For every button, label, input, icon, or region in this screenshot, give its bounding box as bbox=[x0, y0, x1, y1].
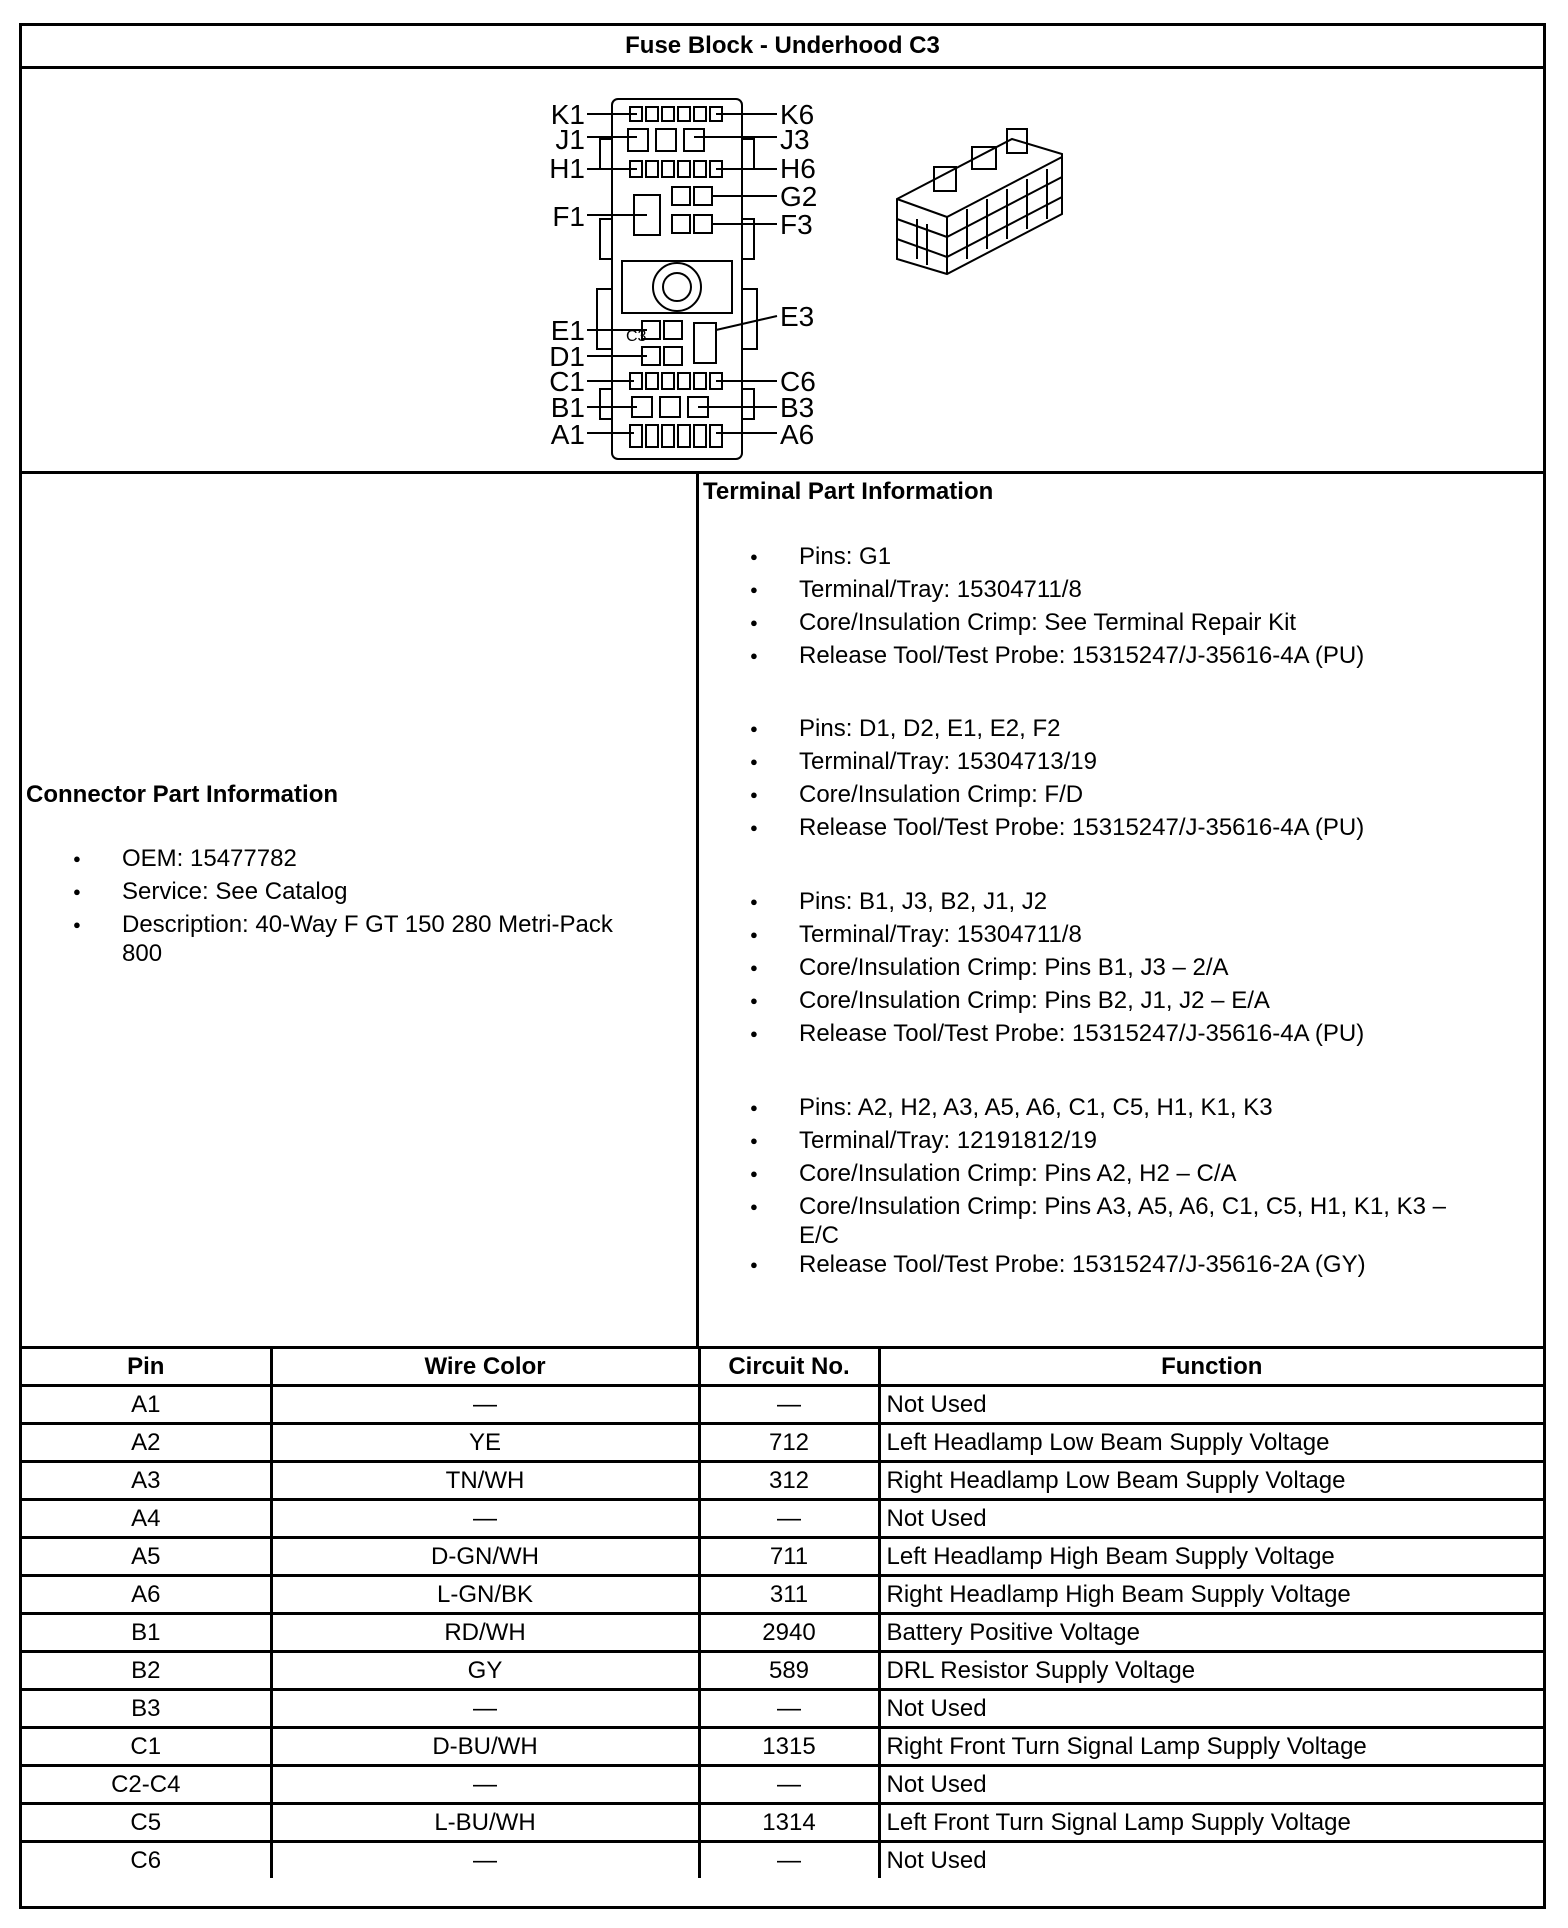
list-item: ● Release Tool/Test Probe: 15315247/J-35616-4A (PU) bbox=[699, 641, 1529, 674]
label-f1: F1 bbox=[552, 201, 585, 232]
cell-pin: B2 bbox=[22, 1652, 271, 1690]
connector-info-list bbox=[22, 844, 699, 968]
table-row bbox=[22, 1386, 1543, 1424]
label-a6: A6 bbox=[780, 419, 815, 450]
table-row bbox=[22, 1500, 1543, 1538]
table-row bbox=[22, 1766, 1543, 1804]
table-row bbox=[22, 1728, 1543, 1766]
terminal-info-heading: Terminal Part Information bbox=[703, 478, 994, 505]
table-row bbox=[22, 1652, 1543, 1690]
cell-function: Right Headlamp High Beam Supply Voltage bbox=[879, 1576, 1543, 1614]
cell-circuit: — bbox=[699, 1842, 879, 1879]
label-g2: G2 bbox=[780, 181, 818, 212]
cell-pin: A5 bbox=[22, 1538, 271, 1576]
cell-pin: C2-C4 bbox=[22, 1766, 271, 1804]
list-item: ● OEM: 15477782 bbox=[22, 844, 699, 877]
label-k1: K1 bbox=[550, 99, 585, 130]
cell-function: Left Headlamp High Beam Supply Voltage bbox=[879, 1538, 1543, 1576]
cell-function: Not Used bbox=[879, 1500, 1543, 1538]
page-title: Fuse Block - Underhood C3 bbox=[22, 26, 1543, 69]
list-item: ● Release Tool/Test Probe: 15315247/J-35616-4A (PU) bbox=[699, 1019, 1529, 1052]
cell-function: DRL Resistor Supply Voltage bbox=[879, 1652, 1543, 1690]
label-b3: B3 bbox=[780, 392, 815, 423]
table-row bbox=[22, 1424, 1543, 1462]
label-c6: C6 bbox=[780, 366, 816, 397]
header-pin: Pin bbox=[22, 1349, 271, 1386]
inner-label-c3: C3 bbox=[626, 328, 647, 345]
list-item: ● Core/Insulation Crimp: See Terminal Repair Kit bbox=[699, 608, 1529, 641]
cell-function: Not Used bbox=[879, 1690, 1543, 1728]
cell-circuit: 1314 bbox=[699, 1804, 879, 1842]
list-item: ● Terminal/Tray: 12191812/19 bbox=[699, 1126, 1529, 1159]
list-item: ● Core/Insulation Crimp: Pins A3, A5, A6, C1, C5, H1, K1, K3 – E/C bbox=[699, 1192, 1529, 1250]
cell-function: Battery Positive Voltage bbox=[879, 1614, 1543, 1652]
label-e3: E3 bbox=[780, 301, 815, 332]
cell-pin: A3 bbox=[22, 1462, 271, 1500]
cell-circuit: 712 bbox=[699, 1424, 879, 1462]
cell-pin: C1 bbox=[22, 1728, 271, 1766]
list-item: ● Core/Insulation Crimp: Pins B1, J3 – 2/A bbox=[699, 953, 1529, 986]
cell-function: Not Used bbox=[879, 1766, 1543, 1804]
label-k6: K6 bbox=[780, 99, 815, 130]
terminal-group-1 bbox=[699, 542, 1529, 674]
connector-figure bbox=[22, 69, 1543, 474]
cell-circuit: 2940 bbox=[699, 1614, 879, 1652]
list-item: ● Core/Insulation Crimp: F/D bbox=[699, 780, 1529, 813]
cell-wire-color: RD/WH bbox=[271, 1614, 699, 1652]
cell-pin: C5 bbox=[22, 1804, 271, 1842]
list-item: ● Terminal/Tray: 15304711/8 bbox=[699, 575, 1529, 608]
cell-function: Left Headlamp Low Beam Supply Voltage bbox=[879, 1424, 1543, 1462]
pin-labels-left bbox=[549, 99, 585, 450]
cell-pin: C6 bbox=[22, 1842, 271, 1879]
list-item: ● Pins: G1 bbox=[699, 542, 1529, 575]
cell-wire-color: L-GN/BK bbox=[271, 1576, 699, 1614]
connector-diagram bbox=[22, 69, 1543, 471]
cell-wire-color: D-GN/WH bbox=[271, 1538, 699, 1576]
label-a1: A1 bbox=[550, 419, 585, 450]
cell-circuit: — bbox=[699, 1766, 879, 1804]
table-row bbox=[22, 1462, 1543, 1500]
table-row bbox=[22, 1690, 1543, 1728]
cell-circuit: 1315 bbox=[699, 1728, 879, 1766]
cell-circuit: 311 bbox=[699, 1576, 879, 1614]
list-item: ● Pins: A2, H2, A3, A5, A6, C1, C5, H1, K1, K3 bbox=[699, 1093, 1529, 1126]
header-function: Function bbox=[879, 1349, 1543, 1386]
list-item: ● Pins: B1, J3, B2, J1, J2 bbox=[699, 887, 1529, 920]
list-item: ● Service: See Catalog bbox=[22, 877, 699, 910]
label-b1: B1 bbox=[550, 392, 585, 423]
list-item: ● Description: 40-Way F GT 150 280 Metri-Pack 800 bbox=[22, 910, 699, 968]
cell-circuit: 312 bbox=[699, 1462, 879, 1500]
list-item: ● Pins: D1, D2, E1, E2, F2 bbox=[699, 714, 1529, 747]
label-d1: D1 bbox=[549, 341, 585, 372]
cell-wire-color: L-BU/WH bbox=[271, 1804, 699, 1842]
table-row bbox=[22, 1614, 1543, 1652]
terminal-group-2 bbox=[699, 714, 1529, 846]
list-item: ● Release Tool/Test Probe: 15315247/J-35616-2A (GY) bbox=[699, 1250, 1529, 1283]
cell-pin: A1 bbox=[22, 1386, 271, 1424]
terminal-part-info bbox=[699, 474, 1543, 1346]
cell-circuit: — bbox=[699, 1500, 879, 1538]
cell-wire-color: D-BU/WH bbox=[271, 1728, 699, 1766]
header-wire-color: Wire Color bbox=[271, 1349, 699, 1386]
cell-circuit: 711 bbox=[699, 1538, 879, 1576]
table-row bbox=[22, 1538, 1543, 1576]
connector-isometric-view-icon bbox=[897, 129, 1062, 274]
cell-circuit: — bbox=[699, 1386, 879, 1424]
list-item: ● Core/Insulation Crimp: Pins B2, J1, J2 – E/A bbox=[699, 986, 1529, 1019]
list-item: ● Terminal/Tray: 15304713/19 bbox=[699, 747, 1529, 780]
pin-labels-right bbox=[780, 99, 817, 450]
list-item: ● Release Tool/Test Probe: 15315247/J-35616-4A (PU) bbox=[699, 813, 1529, 846]
cell-wire-color: YE bbox=[271, 1424, 699, 1462]
connector-info-heading: Connector Part Information bbox=[26, 781, 339, 808]
cell-pin: B1 bbox=[22, 1614, 271, 1652]
cell-pin: A2 bbox=[22, 1424, 271, 1462]
connector-sheet bbox=[19, 23, 1546, 1909]
pinout-table bbox=[22, 1349, 1543, 1878]
list-item: ● Terminal/Tray: 15304711/8 bbox=[699, 920, 1529, 953]
cell-function: Not Used bbox=[879, 1386, 1543, 1424]
terminal-group-3 bbox=[699, 887, 1529, 1052]
connector-face-view-icon bbox=[597, 99, 757, 459]
list-item: ● Core/Insulation Crimp: Pins A2, H2 – C/A bbox=[699, 1159, 1529, 1192]
label-c1: C1 bbox=[549, 366, 585, 397]
cell-pin: B3 bbox=[22, 1690, 271, 1728]
cell-wire-color: — bbox=[271, 1500, 699, 1538]
cell-wire-color: — bbox=[271, 1766, 699, 1804]
cell-circuit: — bbox=[699, 1690, 879, 1728]
table-row bbox=[22, 1804, 1543, 1842]
connector-part-info bbox=[22, 474, 699, 1346]
terminal-group-4 bbox=[699, 1093, 1529, 1283]
cell-function: Right Headlamp Low Beam Supply Voltage bbox=[879, 1462, 1543, 1500]
table-header-row bbox=[22, 1349, 1543, 1386]
cell-pin: A4 bbox=[22, 1500, 271, 1538]
cell-function: Not Used bbox=[879, 1842, 1543, 1879]
label-e1: E1 bbox=[550, 315, 585, 346]
table-row bbox=[22, 1842, 1543, 1879]
cell-function: Left Front Turn Signal Lamp Supply Voltage bbox=[879, 1804, 1543, 1842]
cell-wire-color: — bbox=[271, 1690, 699, 1728]
cell-function: Right Front Turn Signal Lamp Supply Voltage bbox=[879, 1728, 1543, 1766]
label-h1: H1 bbox=[549, 153, 585, 184]
label-j3: J3 bbox=[780, 124, 810, 155]
label-h6: H6 bbox=[780, 153, 816, 184]
part-info-section bbox=[22, 474, 1543, 1349]
label-j1: J1 bbox=[555, 124, 585, 155]
cell-wire-color: GY bbox=[271, 1652, 699, 1690]
cell-wire-color: — bbox=[271, 1842, 699, 1879]
cell-wire-color: — bbox=[271, 1386, 699, 1424]
cell-circuit: 589 bbox=[699, 1652, 879, 1690]
label-f3: F3 bbox=[780, 209, 813, 240]
cell-pin: A6 bbox=[22, 1576, 271, 1614]
table-row bbox=[22, 1576, 1543, 1614]
cell-wire-color: TN/WH bbox=[271, 1462, 699, 1500]
header-circuit-no: Circuit No. bbox=[699, 1349, 879, 1386]
